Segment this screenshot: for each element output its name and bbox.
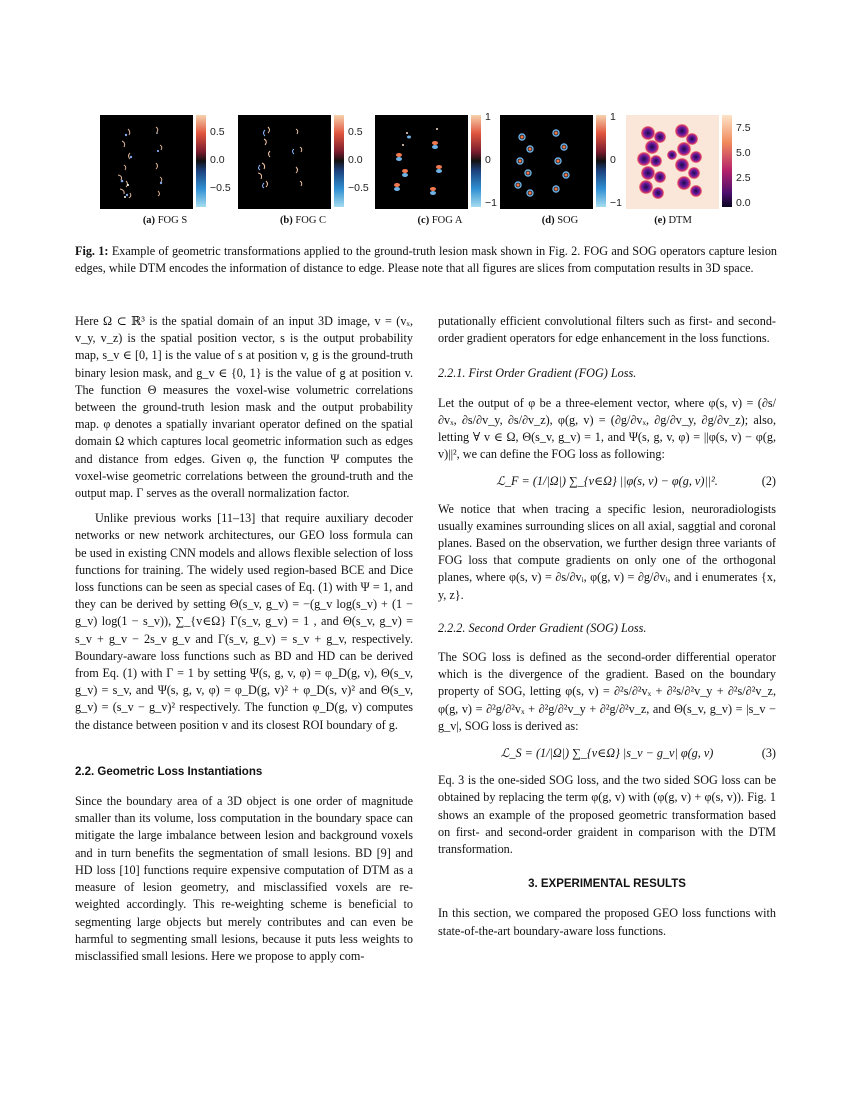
colorbar-sog (596, 115, 606, 207)
colorbar-tick: 0.0 (210, 154, 225, 166)
colorbar-tick: 7.5 (736, 122, 751, 134)
heatmap-dtm-image (626, 115, 719, 209)
equation-number: (2) (761, 474, 776, 489)
colorbar-dtm (722, 115, 732, 207)
colorbar-tick: −1 (610, 197, 622, 209)
subfigure-label: (c) (417, 215, 430, 226)
figure-caption (75, 243, 777, 277)
heatmap-fog-a (375, 115, 468, 209)
paragraph: In this section, we compared the proposed GEO loss functions with state-of-the-art boundary-aware loss functions. (438, 906, 776, 938)
subfigure-name: FOG C (295, 215, 327, 226)
colorbar-tick: 1 (610, 111, 616, 123)
colorbar-fog-c (334, 115, 344, 207)
colorbar-tick: 2.5 (736, 172, 751, 184)
subfigure-caption-a (110, 215, 220, 226)
subfigure-label: (b) (279, 215, 293, 226)
heatmap-sog (500, 115, 593, 209)
figure-1 (100, 113, 750, 233)
paragraph: Here Ω ⊂ ℝ³ is the spatial domain of an input 3D image, v = (vₓ, v_y, v_z) is the spatial position vector, s is the output probability map, s_v ∈ [0, 1] is the value of s at position v, g is the ground-truth binary lesion mask, and g_v ∈ {0, 1} is the value of g at position v. The function Θ measures the voxel-wise volumetric correlations between the ground-truth lesion mask and the output probability map. φ denotes a spatially invariant operator defined on the spatial domain Ω which captures local geometric information such as edges and distance from edges. Given φ, the function Ψ computes the voxel-wise geometric correlations between the ground-truth and the output map. Γ serves as the overall normalization factor. (75, 314, 413, 501)
colorbar-tick: −0.5 (210, 182, 231, 194)
equation-2 (438, 473, 776, 490)
figure-caption-label: Fig. 1: (75, 244, 109, 258)
subfigure-name: FOG A (431, 215, 463, 226)
subfigure-label: (a) (142, 215, 156, 226)
colorbar-tick: 1 (485, 111, 491, 123)
colorbar-tick: 0.5 (348, 126, 363, 138)
left-column (75, 313, 413, 965)
colorbar-tick: 0.0 (736, 197, 751, 209)
subfigure-label: (e) (654, 215, 666, 226)
paragraph: putationally efficient convolutional filters such as first- and second-order gradient operators for edge enhancement in the loss functions. (438, 314, 776, 346)
colorbar-tick: 0.0 (348, 154, 363, 166)
figure-caption-text: Example of geometric transformations applied to the ground-truth lesion mask shown in Fig. 2. FOG and SOG operators capture lesion edges, while DTM encodes the information of distance to edge. Please note that all figures are slices from computation results in 3D space. (75, 244, 778, 275)
colorbar-fog-s (196, 115, 206, 207)
colorbar-tick: −0.5 (348, 182, 369, 194)
subfigure-name: SOG (557, 215, 579, 226)
heatmap-dtm (626, 115, 719, 209)
colorbar-tick: 0 (485, 154, 491, 166)
subfigure-caption-d (505, 215, 615, 226)
paragraph: We notice that when tracing a specific lesion, neuroradiologists usually examines surrounding slices on all axial, saggtial and coronal planes. Based on the observation, we further design three variants of FOG loss that compute gradients on only one of the orthogonal planes, where φ(s, v) = ∂s/∂vᵢ, φ(g, v) = ∂g/∂vᵢ, and i enumerates {x, y, z}. (438, 501, 776, 602)
section-heading: 3. EXPERIMENTAL RESULTS (528, 878, 686, 891)
equation-body: ℒ_F = (1/|Ω|) ∑_{v∈Ω} ||φ(s, v) − φ(g, v)||². (496, 474, 718, 489)
subsection-heading: 2.2.1. First Order Gradient (FOG) Loss. (438, 366, 637, 381)
subsection-heading: 2.2.2. Second Order Gradient (SOG) Loss. (438, 620, 647, 635)
subfigure-label: (d) (541, 215, 555, 226)
subfigure-name: FOG S (157, 215, 188, 226)
heatmap-sog-image (500, 115, 593, 209)
colorbar-tick: 5.0 (736, 147, 751, 159)
subfigure-caption-b (248, 215, 358, 226)
heatmap-fog-c-image (238, 115, 331, 209)
right-column (438, 313, 776, 940)
colorbar-tick: 0.5 (210, 126, 225, 138)
colorbar-fog-a (471, 115, 481, 207)
paragraph: Since the boundary area of a 3D object is one order of magnitude smaller than its volume, loss computation in the boundary space can mitigate the large imbalance between lesion and background voxels and in turn benefits the segmentation of small lesions. BD [9] and HD loss [10] functions require expensive computation of DTM as a measure of lesion geometry, and misclassified voxels are re-weighted accordingly. This re-weighting scheme is beneficial to segmenting large objects but merely contributes and can even be harmful to segmenting small lesions, because it puts less weights to misclassified small lesions. Here we propose to apply com- (75, 794, 413, 963)
subfigure-caption-e (618, 215, 728, 226)
heatmap-fog-a-image (375, 115, 468, 209)
heatmap-fog-s (100, 115, 193, 209)
subfigure-name: DTM (668, 215, 692, 226)
paragraph: Eq. 3 is the one-sided SOG loss, and the two sided SOG loss can be obtained by replacing the term φ(g, v) with (φ(g, v) + φ(s, v)). Fig. 1 shows an example of the proposed geometric transformation based on first- and second-order graident in comparison with the DTM transformation. (438, 773, 776, 857)
heatmap-fog-c (238, 115, 331, 209)
equation-body: ℒ_S = (1/|Ω|) ∑_{v∈Ω} |s_v − g_v| φ(g, v) (500, 746, 714, 761)
subfigure-caption-c (385, 215, 495, 226)
paragraph: The SOG loss is defined as the second-order differential operator which is the divergence of the gradient. Based on the boundary property of SOG, letting φ(s, v) = ∂²s/∂²vₓ + ∂²s/∂²v_y + ∂²s/∂²v_z, φ(g, v) = ∂²g/∂²vₓ + ∂²g/∂²v_y + ∂²g/∂²v_z, and Θ(s_v, g_v) = |s_v − g_v|, SOG loss is derived as: (438, 650, 776, 733)
colorbar-tick: 0 (610, 154, 616, 166)
colorbar-tick: −1 (485, 197, 497, 209)
equation-number: (3) (761, 746, 776, 761)
section-heading: 2.2. Geometric Loss Instantiations (75, 765, 263, 778)
heatmap-fog-s-image (100, 115, 193, 209)
paragraph: Let the output of φ be a three-element vector, where φ(s, v) = (∂s/∂vₓ, ∂s/∂v_y, ∂s/∂v_z), φ(g, v) = (∂g/∂vₓ, ∂g/∂v_y, ∂g/∂v_z); also, letting ∀ v ∈ Ω, Θ(s_v, g_v) = 1, and Ψ(s, g, v, φ) = ||φ(s, v) − φ(g, v)||², we can define the FOG loss as following: (438, 395, 776, 462)
equation-3 (438, 745, 776, 762)
paragraph: Unlike previous works [11–13] that require auxiliary decoder networks or new network architectures, our GEO loss formula can be used in existing CNN models and allows flexible selection of loss functions for training. The widely used region-based BCE and Dice loss functions can be seen as special cases of Eq. (1) with Ψ = 1, and they can be derived by setting Θ(s_v, g_v) = −(g_v log(s_v) + (1 − g_v) log(1 − s_v)), ∑_{v∈Ω} Γ(s_v, g_v) = 1 , and Θ(s_v, g_v) = s_v + g_v − 2s_v g_v and Γ(s_v, g_v) = s_v + g_v, respectively. Boundary-aware loss functions such as BD and HD can be derived from Eq. (1) with Γ = 1 by setting Ψ(s, g, v, φ) = φ_D(g, v), Θ(s_v, g_v) = s_v, and Ψ(s, g, v, φ) = φ_D(g, v)² + φ_D(s, v)² and Θ(s_v, g_v) = (s_v − g_v)² respectively. The function φ_D(g, v) computes the distance between position v and its closest ROI boundary of g. (75, 511, 413, 732)
